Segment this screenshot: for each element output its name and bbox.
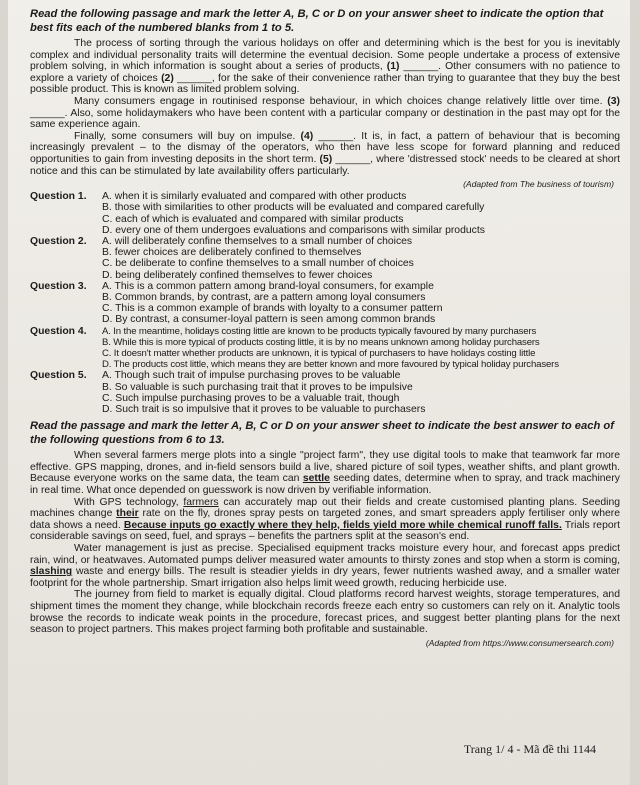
option-b[interactable]: B. While this is more typical of products costing little, it is by no means unknown among holiday purchasers — [102, 336, 540, 348]
underlined-settle: settle — [302, 473, 330, 485]
question-label: Question 3. — [30, 280, 87, 292]
instruction-2: Read the passage and mark the letter A, B, C or D on your answer sheet to indicate the best answer to each of the following questions from 6 to 13. — [30, 420, 614, 446]
option-d[interactable]: D. By contrast, a consumer-loyal pattern is seen among common brands — [102, 314, 436, 326]
passage2-paragraph-4: The journey from field to market is equally digital. Cloud platforms record harvest weights, storage temperatures, and shipment times the moment they change, while blockchain records freeze each entry so customers can rely on it. Analytic tools browse the records to indicate weak points in the procedure, forecast prices, and suggest better planting plans for the next season to project partners. This makes project farming both profitable and sustainable. — [30, 589, 620, 636]
option-d[interactable]: D. The products cost little, which means they are better known and more favoured by typical holiday purchasers — [102, 359, 559, 371]
option-b[interactable]: B. So valuable is such purchasing trait that it proves to be impulsive — [102, 381, 413, 393]
option-d[interactable]: D. being deliberately confined themselves to fewer choices — [102, 269, 373, 281]
blank-4: (4) — [300, 130, 314, 142]
option-b[interactable]: B. fewer choices are deliberately confined to themselves — [102, 247, 362, 259]
blank-5: (5) — [319, 153, 333, 165]
question-label: Question 1. — [30, 191, 87, 203]
passage1-paragraph-2: Many consumers engage in routinised response behaviour, in which choices change relatively little over time. (3) ______. Also, some holidaymakers who have been content with a particular company or destination in the past may opt for the same experience again. — [30, 95, 620, 131]
instruction-1: Read the following passage and mark the letter A, B, C or D on your answer sheet to indicate the option that best fits each of the numbered blanks from 1 to 5. — [30, 8, 604, 34]
passage2-source: (Adapted from https://www.consumersearch.com) — [425, 637, 614, 648]
underlined-farmers: farmers — [183, 496, 219, 508]
option-a[interactable]: A. will deliberately confine themselves to a small number of choices — [102, 235, 413, 247]
page-footer: Trang 1/ 4 - Mã đề thi 1144 — [463, 742, 596, 756]
option-c[interactable]: C. each of which is evaluated and compared with similar products — [102, 213, 404, 225]
blank-1: (1) — [386, 61, 400, 73]
option-b[interactable]: B. Common brands, by contrast, are a pattern among loyal consumers — [102, 291, 426, 303]
question-5 — [30, 370, 620, 415]
option-c[interactable]: C. It doesn't matter whether products are unknown, it is typical of purchasers to have holidays costing little — [102, 347, 536, 359]
option-c[interactable]: C. This is a common example of brands with loyalty to a consumer pattern — [102, 303, 443, 315]
option-a[interactable]: A. In the meantime, holidays costing little are known to be products typically favoured by many purchasers — [102, 325, 537, 337]
option-c[interactable]: C. be deliberate to confine themselves to a small number of choices — [102, 258, 414, 270]
exam-page — [8, 0, 630, 785]
underlined-slashing: slashing — [30, 566, 73, 578]
question-4 — [30, 326, 620, 371]
question-1 — [30, 191, 620, 236]
blank-2: (2) — [161, 72, 174, 84]
passage1-source: (Adapted from The business of tourism) — [463, 179, 614, 190]
underlined-sentence: Because inputs go exactly where they help, fields yield more while chemical runoff falls. — [123, 519, 562, 531]
option-b[interactable]: B. those with similarities to other products will be evaluated and compared carefully — [102, 202, 485, 214]
underlined-their: their — [116, 508, 139, 520]
option-a[interactable]: A. when it is similarly evaluated and compared with other products — [102, 191, 407, 203]
question-label: Question 5. — [30, 370, 87, 382]
passage2-paragraph-1: When several farmers merge plots into a single "project farm", they use digital tools to make that teamwork far more effective. GPS mapping, drones, and in-field sensors build a live, shared picture of soil types, weather shifts, and plant growth. Because everyone works on the same data, the team can settle seeding dates, determine when to spray, and track machinery in real time. What once depended on guesswork is now driven by verifiable information. — [30, 450, 620, 496]
passage1-paragraph-3: Finally, some consumers will buy on impulse. (4) ______. It is, in fact, a pattern of behaviour that is becoming increasingly prevalent – to the dismay of the operators, who then have less scope for forward planning and reduced opportunities to gain from investing deposits in the short term. (5) ______, where 'distressed stock' needs to be cleared at short notice and this can be stimulated by late availability offers particularly. — [30, 130, 621, 177]
option-a[interactable]: A. This is a common pattern among brand-loyal consumers, for example — [102, 280, 434, 292]
passage2-paragraph-2: With GPS technology, farmers can accurately map out their fields and create customised planting plans. Seeding machines change their rate on the fly, drones spray pests on targeted zones, and smart spreaders apply fertiliser only where data shows a need. Because inputs go exactly where they help, fields yield more while chemical runoff falls. Trials report considerable savings on seed, fuel, and sprays – benefits the partners split at the season's end. — [30, 496, 621, 543]
blank-3: (3) — [607, 95, 620, 107]
question-label: Question 2. — [30, 235, 87, 247]
question-3 — [30, 281, 620, 326]
passage2-paragraph-3: Water management is just as precise. Specialised equipment tracks moisture every hour, and forecast apps predict rain, wind, or heatwaves. Automated pumps deliver measured water amounts to thirsty zones and stop when a storm is coming, slashing waste and energy bills. The result is steadier yields in dry years, fewer nutrients washed away, and a smaller water footprint for the whole partnership. Smart irrigation also helps limit weed growth, reducing herbicide use. — [30, 542, 620, 589]
option-d[interactable]: D. every one of them undergoes evaluations and comparisons with similar products — [102, 224, 485, 236]
passage1-paragraph-1: The process of sorting through the various holidays on offer and determining which is the best for you is inevitably complex and individual personality traits will determine the eventual decision. Some people undertake a process of extensive problem solving, in which information is sought about a series of products, (1) ______. Other consumers with no patience to explore a variety of choices (2) ______, for the sake of their convenience rather than trying to guarantee that they buy the best possible product. This is known as limited problem solving. — [30, 38, 620, 96]
option-c[interactable]: C. Such impulse purchasing proves to be a valuable trait, though — [102, 392, 400, 404]
option-a[interactable]: A. Though such trait of impulse purchasing proves to be valuable — [102, 370, 401, 382]
option-d[interactable]: D. Such trait is so impulsive that it proves to be valuable to purchasers — [102, 403, 426, 415]
question-label: Question 4. — [30, 325, 87, 337]
question-2 — [30, 236, 620, 281]
